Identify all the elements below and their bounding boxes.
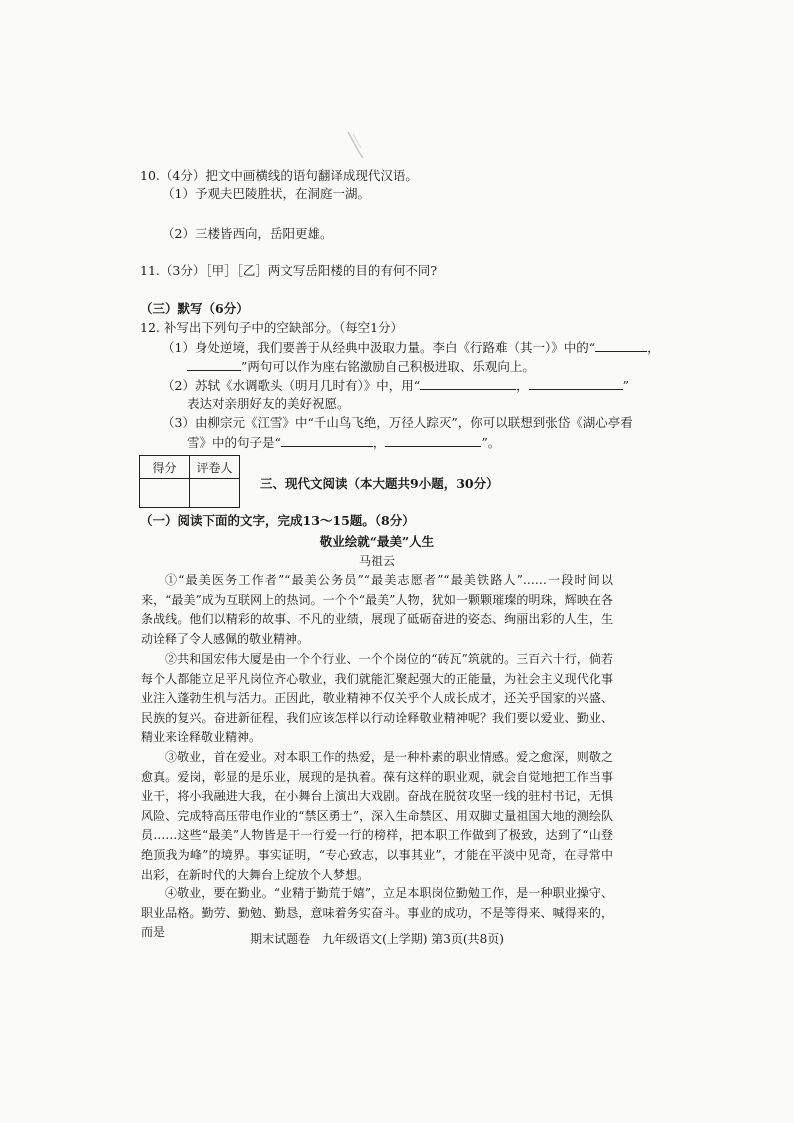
- close-quote: ”: [622, 378, 630, 393]
- question-11-title: 11.（3分）［甲］［乙］两文写岳阳楼的目的有何不同?: [140, 263, 438, 278]
- answer-blank[interactable]: [281, 434, 373, 447]
- comma: ，: [647, 340, 660, 355]
- page-footer: 期末试题卷 九年级语文(上学期) 第3页(共8页): [250, 932, 504, 946]
- article-paragraph-4: ④敬业，要在勤业。“业精于勤荒于嬉”，立足本职岗位勤勉工作，是一种职业操守、职业品格。勤劳、勤勉、勤恳，意味着务实奋斗。事业的成功，不是等得来、喊得来的，而是: [141, 886, 613, 940]
- comma: ，: [372, 435, 386, 450]
- close-quote: ”。: [481, 435, 501, 450]
- score-cell[interactable]: [140, 479, 190, 508]
- reading-1-title: （一）阅读下面的文字，完成13～15题。（8分）: [140, 513, 415, 528]
- comma: ，: [516, 378, 529, 393]
- article-paragraph-1: ①“最美医务工作者”“最美公务员”“最美志愿者”“最美铁路人”……一段时间以来，“最美”成为互联网上的热词。一个个“最美”人物，犹如一颗颗璀璨的明珠，辉映在各条战线。他们以精彩的故事、不凡的业绩，展现了砥砺奋进的姿态、绚丽出彩的人生，生动诠释了令人感佩的敬业精神。: [141, 573, 613, 646]
- answer-blank[interactable]: [595, 339, 647, 352]
- item-1-text: （1）身处逆境，我们要善于从经典中汲取力量。李白《行路难（其一）》中的“: [162, 340, 596, 355]
- part-3-title: 三、现代文阅读（本大题共9小题，30分）: [260, 476, 499, 491]
- question-12-item-1-cont: [187, 358, 535, 375]
- question-10-item-2: （2）三楼皆西向，岳阳更雄。: [162, 226, 333, 241]
- question-10-item-1: （1）予观夫巴陵胜状，在洞庭一湖。: [162, 186, 370, 201]
- item-1-text-cont: ”两句可以作为座右铭激励自己积极进取、乐观向上。: [241, 359, 535, 374]
- article-author: 马祖云: [358, 554, 395, 568]
- section-dictation-title: （三）默写（6分）: [140, 301, 249, 316]
- item-3-text-cont: 雪》中的句子是“: [187, 435, 281, 450]
- question-12-item-3-cont: [187, 434, 500, 451]
- grader-header: 评卷人: [190, 456, 240, 479]
- question-12-item-2-cont: 表达对亲朋好友的美好祝愿。: [187, 396, 350, 411]
- answer-blank[interactable]: [529, 377, 623, 390]
- pen-mark: [345, 130, 367, 160]
- article-title: 敬业绘就“最美”人生: [319, 534, 435, 549]
- answer-blank[interactable]: [420, 377, 516, 390]
- grade-box: [139, 455, 240, 508]
- question-12-item-2: [162, 377, 629, 394]
- question-10-title: 10.（4分）把文中画横线的语句翻译成现代汉语。: [140, 168, 418, 183]
- item-2-text: （2）苏轼《水调歌头（明月几时有）》中，用“: [162, 378, 421, 393]
- article-paragraph-2: ②共和国宏伟大厦是由一个个行业、一个个岗位的“砖瓦”筑就的。三百六十行，倘若每个人都能立足平凡岗位齐心敬业，我们就能汇聚起强大的正能量，为社会主义现代化事业注入蓬勃生机与活力。正因此，敬业精神不仅关乎个人成长成才，还关乎国家的兴盛、民族的复兴。奋进新征程，我们应该怎样以行动诠释敬业精神呢？我们要以爱业、勤业、精业来诠释敬业精神。: [141, 652, 613, 745]
- question-12-title: 12. 补写出下列句子中的空缺部分。（每空1分）: [140, 320, 404, 335]
- answer-blank[interactable]: [385, 434, 481, 447]
- answer-blank[interactable]: [187, 358, 241, 371]
- article-paragraph-3: ③敬业，首在爱业。对本职工作的热爱，是一种朴素的职业情感。爱之愈深，则敬之愈真。爱岗，彰显的是乐业，展现的是执着。葆有这样的职业观，就会自觉地把工作当事业干，将小我融进大我，在小舞台上演出大戏剧。奋战在脱贫攻坚一线的驻村书记，无惧风险、完成特高压带电作业的“禁区勇士”，深入生命禁区、用双脚丈量祖国大地的测绘队员……这些“最美”人物皆是干一行爱一行的榜样，把本职工作做到了极致，达到了“山登绝顶我为峰”的境界。事实证明，“专心致志，以事其业”，才能在平淡中见奇，在寻常中出彩，在新时代的大舞台上绽放个人梦想。: [141, 750, 613, 882]
- grader-cell[interactable]: [190, 479, 240, 508]
- question-12-item-3: （3）由柳宗元《江雪》中“千山鸟飞绝，万径人踪灭”，你可以联想到张岱《湖心亭看: [162, 415, 633, 430]
- score-header: 得分: [140, 456, 190, 479]
- question-12-item-1: [162, 339, 660, 356]
